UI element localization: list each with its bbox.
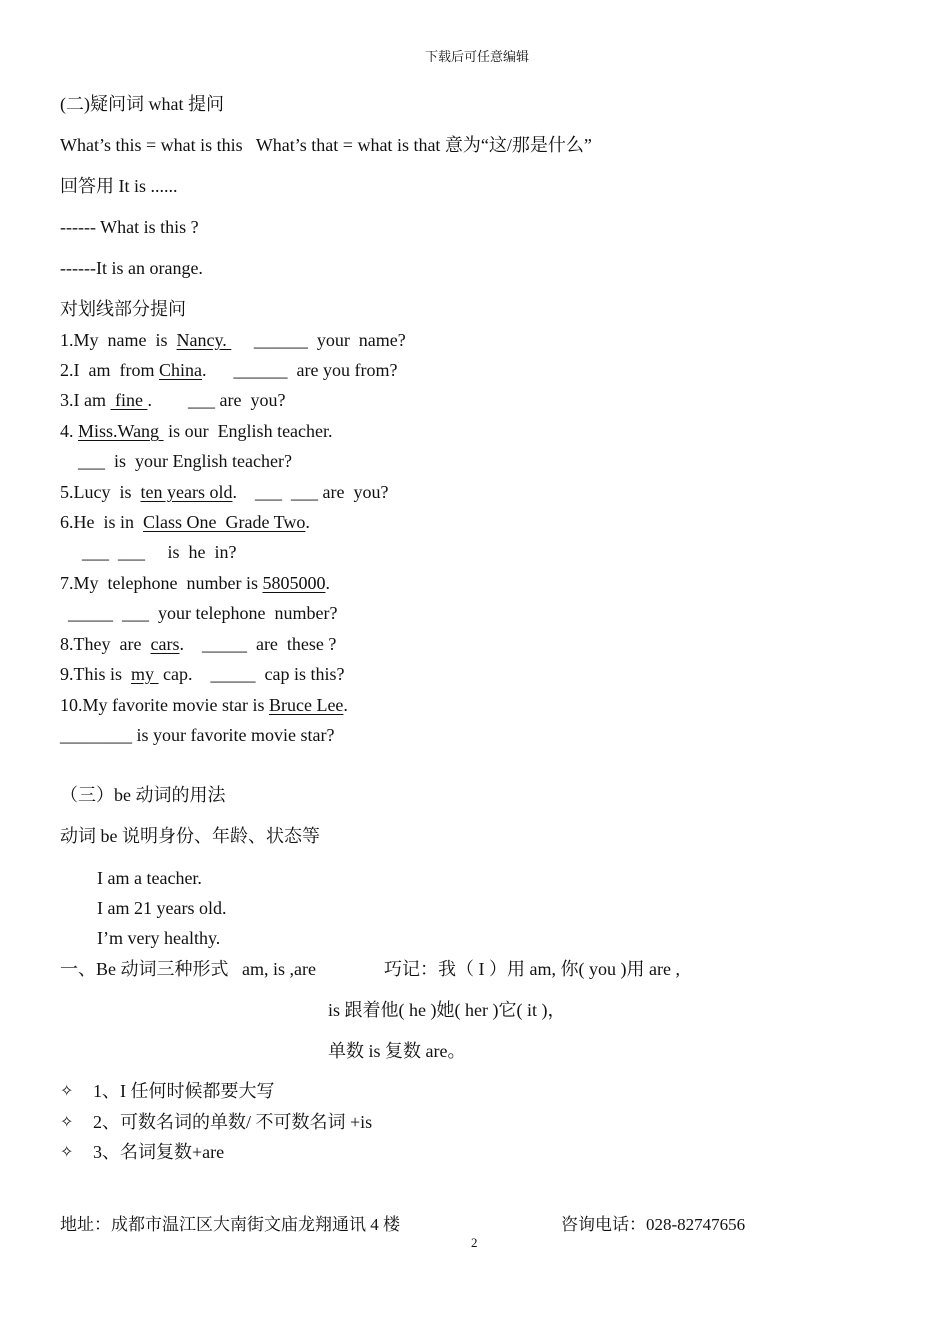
underlined-answer: cars: [150, 634, 180, 654]
footer-address: 地址：成都市温江区大南街文庙龙翔通讯 4 楼: [60, 1215, 400, 1234]
exercise-item-9: 9.This is my cap. _____ cap is this?: [60, 664, 345, 684]
underlined-answer: ten years old: [140, 482, 233, 502]
exercise-item-8: 8.They are cars. _____ are these ?: [60, 634, 337, 654]
example-sentence-2: I am 21 years old.: [97, 898, 227, 918]
mnemonic-line-2: is 跟着他( he )她( her )它( it )，: [328, 1000, 566, 1020]
exercise-item-3: 3.I am fine . ___ are you?: [60, 390, 286, 410]
dialog-answer: ------It is an orange.: [60, 258, 203, 278]
dialog-question: ------ What is this ?: [60, 217, 199, 237]
be-verb-description: 动词 be 说明身份、年龄、状态等: [60, 826, 320, 846]
bullet-icon: ✧: [60, 1081, 74, 1100]
underlined-answer: 5805000: [262, 573, 326, 593]
exercise-item-6: 6.He is in Class One Grade Two.: [60, 512, 310, 532]
exercise-item-6-question: ___ ___ is he in?: [82, 542, 237, 562]
rule-item-1: 1、I 任何时候都要大写: [93, 1081, 275, 1101]
answer-rule: 回答用 It is ......: [60, 176, 178, 196]
rule-item-2: 2、可数名词的单数/ 不可数名词 +is: [93, 1112, 373, 1132]
underlined-answer: Class One Grade Two: [143, 512, 306, 532]
exercise-item-7-question: _____ ___ your telephone number?: [68, 603, 338, 623]
example-sentence-3: I’m very healthy.: [97, 928, 221, 948]
underlined-answer: my: [131, 664, 159, 684]
exercise-instruction: 对划线部分提问: [60, 299, 186, 319]
bullet-icon: ✧: [60, 1142, 74, 1161]
underlined-answer: fine: [110, 390, 148, 410]
exercise-item-7: 7.My telephone number is 5805000.: [60, 573, 330, 593]
exercise-item-10-question: ________ is your favorite movie star?: [60, 725, 335, 745]
exercise-item-5: 5.Lucy is ten years old. ___ ___ are you?: [60, 482, 389, 502]
underlined-answer: China: [158, 360, 202, 380]
exercise-item-10: 10.My favorite movie star is Bruce Lee.: [60, 695, 348, 715]
exercise-item-1: 1.My name is Nancy. ______ your name?: [60, 330, 406, 350]
rule-item-3: 3、名词复数+are: [93, 1142, 225, 1162]
underlined-answer: Miss.Wang: [78, 421, 164, 441]
bullet-icon: ✧: [60, 1112, 74, 1131]
exercise-item-4: 4. Miss.Wang is our English teacher.: [60, 421, 333, 441]
section-title-be-verb: （三）be 动词的用法: [60, 785, 226, 805]
underlined-answer: Nancy.: [176, 330, 232, 350]
page-header: 下载后可任意编辑: [425, 49, 530, 64]
exercise-item-2: 2.I am from China. ______ are you from?: [60, 360, 398, 380]
mnemonic-line-3: 单数 is 复数 are。: [328, 1041, 466, 1061]
page-number: 2: [471, 1235, 478, 1250]
mnemonic-line-1: 巧记：我（ I ）用 am, 你( you )用 are ,: [384, 959, 680, 979]
example-sentence-1: I am a teacher.: [97, 868, 202, 888]
underlined-answer: Bruce Lee: [268, 695, 344, 715]
section-title-what-questions: (二)疑问词 what 提问: [60, 94, 224, 114]
what-this-that-rule: What’s this = what is this What’s that = what is that 意为“这/那是什么”: [60, 135, 592, 155]
be-forms-rule: 一、Be 动词三种形式 am, is ,are: [60, 959, 316, 979]
exercise-item-4-question: ___ is your English teacher?: [78, 451, 292, 471]
footer-phone: 咨询电话：028-82747656: [561, 1215, 746, 1234]
